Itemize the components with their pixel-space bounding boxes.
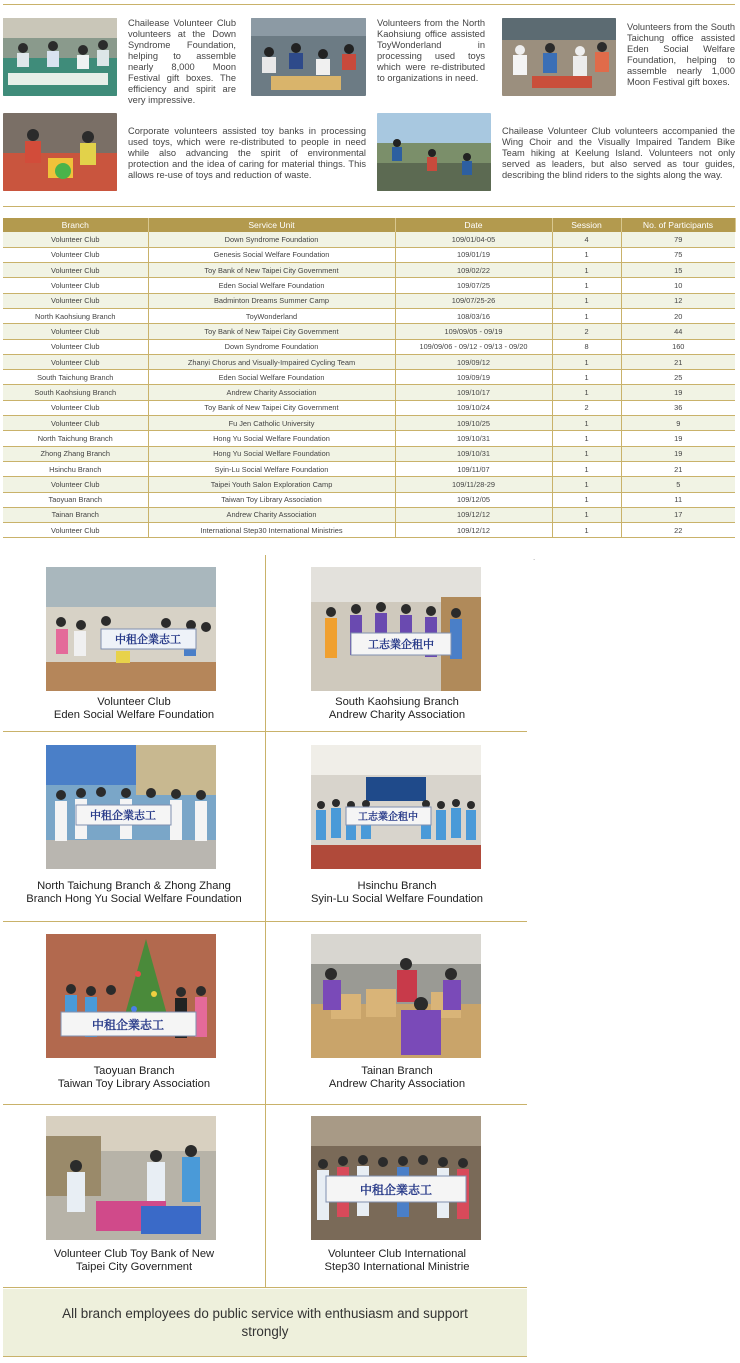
cell-participants: 19: [621, 385, 735, 400]
cell-date: 109/10/17: [395, 385, 552, 400]
participation-table: [3, 218, 736, 538]
gallery-cell: [3, 732, 265, 921]
intro-photo-1: [3, 18, 117, 96]
cell-date: 109/10/31: [395, 446, 552, 461]
cell-branch: Volunteer Club: [3, 339, 148, 354]
cell-service-unit: Hong Yu Social Welfare Foundation: [148, 446, 395, 461]
cell-participants: 21: [621, 461, 735, 476]
cell-participants: 21: [621, 354, 735, 369]
cell-date: 109/02/22: [395, 263, 552, 278]
table-row: [3, 400, 735, 415]
intro-photo-5: [377, 113, 491, 191]
gallery-cell: [266, 922, 528, 1104]
cell-branch: Tainan Branch: [3, 507, 148, 522]
caption-line-2: Taiwan Toy Library Association: [57, 1078, 211, 1090]
gallery-cell: [266, 732, 528, 921]
table-row: [3, 324, 735, 339]
cell-service-unit: Andrew Charity Association: [148, 385, 395, 400]
group-photo-icon: [46, 1116, 216, 1240]
cell-service-unit: Syin-Lu Social Welfare Foundation: [148, 461, 395, 476]
volunteers-photo-icon: [502, 18, 616, 96]
cell-participants: 19: [621, 446, 735, 461]
gallery-cell: [3, 1105, 265, 1287]
gallery-row: [3, 922, 527, 1105]
gallery-caption-4: [266, 880, 528, 906]
cell-participants: 20: [621, 308, 735, 323]
cell-branch: Volunteer Club: [3, 232, 148, 247]
table-row: [3, 385, 735, 400]
header-participants: No. of Participants: [621, 218, 735, 232]
cell-session: 1: [552, 278, 621, 293]
group-photo-icon: [311, 745, 481, 869]
cell-session: 1: [552, 477, 621, 492]
gallery-cell: [266, 1105, 528, 1287]
cell-session: 1: [552, 293, 621, 308]
table-row: [3, 232, 735, 247]
cell-service-unit: Eden Social Welfare Foundation: [148, 370, 395, 385]
cell-session: 1: [552, 354, 621, 369]
intro-text-2: Volunteers from the North Kaohsiung office assisted ToyWonderland in processing used toys which were re-distributed to organizations in need.: [377, 18, 485, 83]
cell-service-unit: Zhanyi Chorus and Visually-Impaired Cycling Team: [148, 354, 395, 369]
caption-line-2: Taipei City Government: [75, 1261, 193, 1273]
cell-participants: 79: [621, 232, 735, 247]
table-row: [3, 354, 735, 369]
cell-participants: 12: [621, 293, 735, 308]
cell-date: 109/09/06 - 09/12 - 09/13 - 09/20: [395, 339, 552, 354]
cell-service-unit: Down Syndrome Foundation: [148, 232, 395, 247]
gallery-photo-4: [311, 745, 481, 869]
cell-service-unit: ToyWonderland: [148, 308, 395, 323]
cell-branch: Volunteer Club: [3, 324, 148, 339]
cell-session: 4: [552, 232, 621, 247]
cell-date: 109/10/31: [395, 431, 552, 446]
volunteers-photo-icon: [3, 113, 117, 191]
cell-branch: Volunteer Club: [3, 477, 148, 492]
caption-line-1: Hsinchu Branch: [357, 880, 437, 892]
table-row: [3, 247, 735, 262]
cell-participants: 44: [621, 324, 735, 339]
table-row: [3, 339, 735, 354]
caption-line-2: Step30 International Ministrie: [324, 1261, 470, 1273]
cell-session: 1: [552, 446, 621, 461]
cell-session: 8: [552, 339, 621, 354]
intro-photo-2: [251, 18, 366, 96]
cell-service-unit: Hong Yu Social Welfare Foundation: [148, 431, 395, 446]
gallery-photo-5: [46, 934, 216, 1058]
cell-date: 109/01/04-05: [395, 232, 552, 247]
cell-date: 109/10/25: [395, 416, 552, 431]
table-row: [3, 431, 735, 446]
cell-session: 1: [552, 263, 621, 278]
caption-line-1: South Kaohsiung Branch: [335, 696, 459, 708]
caption-line-1: North Taichung Branch & Zhong Zhang: [37, 880, 231, 892]
table-row: [3, 263, 735, 278]
cell-branch: Volunteer Club: [3, 354, 148, 369]
cell-session: 1: [552, 370, 621, 385]
cell-session: 1: [552, 247, 621, 262]
cell-session: 1: [552, 461, 621, 476]
banner-text: 中租企業志工: [359, 1183, 433, 1197]
cell-session: 1: [552, 507, 621, 522]
cell-branch: Volunteer Club: [3, 247, 148, 262]
banner-text: 中租企業志工: [90, 810, 156, 822]
group-photo-icon: [46, 934, 216, 1058]
top-divider: [3, 4, 735, 5]
cell-date: 108/03/16: [395, 308, 552, 323]
caption-line-2: Andrew Charity Association: [328, 1078, 466, 1090]
cell-branch: South Kaohsiung Branch: [3, 385, 148, 400]
gallery-caption-8: [266, 1248, 528, 1274]
cell-participants: 36: [621, 400, 735, 415]
footer-text: All branch employees do public service with enthusiasm and support strongly: [62, 1305, 468, 1339]
cell-session: 1: [552, 385, 621, 400]
cell-branch: Volunteer Club: [3, 263, 148, 278]
cell-date: 109/11/07: [395, 461, 552, 476]
group-photo-icon: [311, 934, 481, 1058]
cell-date: 109/07/25-26: [395, 293, 552, 308]
caption-line-1: Volunteer Club: [97, 696, 171, 708]
gallery-photo-1: [46, 567, 216, 691]
cell-participants: 19: [621, 431, 735, 446]
header-service-unit: Service Unit: [148, 218, 395, 232]
cell-date: 109/12/12: [395, 507, 552, 522]
cell-service-unit: Toy Bank of New Taipei City Government: [148, 400, 395, 415]
caption-line-1: Tainan Branch: [361, 1065, 433, 1077]
cell-branch: Volunteer Club: [3, 278, 148, 293]
cell-service-unit: Taiwan Toy Library Association: [148, 492, 395, 507]
cell-session: 1: [552, 523, 621, 538]
cell-session: 1: [552, 431, 621, 446]
table-row: [3, 293, 735, 308]
cell-session: 2: [552, 400, 621, 415]
cell-service-unit: International Step30 International Ministries: [148, 523, 395, 538]
table-row: [3, 477, 735, 492]
cell-participants: 10: [621, 278, 735, 293]
caption-line-1: Volunteer Club International: [327, 1248, 467, 1260]
gallery-caption-6: [266, 1065, 528, 1091]
cell-branch: Volunteer Club: [3, 400, 148, 415]
cell-service-unit: Toy Bank of New Taipei City Government: [148, 263, 395, 278]
gallery-photo-7: [46, 1116, 216, 1240]
cell-date: 109/09/19: [395, 370, 552, 385]
gallery-photo-3: [46, 745, 216, 869]
group-photo-icon: [311, 567, 481, 691]
cell-date: 109/10/24: [395, 400, 552, 415]
cell-service-unit: Toy Bank of New Taipei City Government: [148, 324, 395, 339]
cell-session: 1: [552, 308, 621, 323]
intro-text-5: Chailease Volunteer Club volunteers accompanied the Wing Choir and the Visually Impaired Tandem Bike Team hiking at Keelung Island. Volunteers not only served as leaders, but also served as tour guides, describing the blind riders to the sights along the way.: [502, 126, 735, 180]
cell-date: 109/12/05: [395, 492, 552, 507]
cell-branch: North Taichung Branch: [3, 431, 148, 446]
gallery-photo-6: [311, 934, 481, 1058]
cell-participants: 9: [621, 416, 735, 431]
intro-text-3: Volunteers from the South Taichung office assisted Eden Social Welfare Foundation, helping to assemble nearly 1,000 Moon Festival gift boxes.: [627, 22, 735, 87]
caption-line-2: Branch Hong Yu Social Welfare Foundation: [26, 893, 242, 905]
gallery-row: [3, 1105, 527, 1288]
gallery-caption-5: [3, 1065, 265, 1091]
gallery-row: [3, 555, 527, 732]
table-row: [3, 523, 735, 538]
gallery-caption-1: [3, 696, 265, 722]
cell-session: 1: [552, 416, 621, 431]
gallery-photo-2: [311, 567, 481, 691]
cell-date: 109/09/12: [395, 354, 552, 369]
group-photo-icon: [46, 567, 216, 691]
table-row: [3, 507, 735, 522]
cell-participants: 17: [621, 507, 735, 522]
banner-text: 中租企業志工: [115, 634, 181, 646]
banner-text: 工志業企租中: [368, 639, 434, 651]
cell-service-unit: Eden Social Welfare Foundation: [148, 278, 395, 293]
cell-branch: Volunteer Club: [3, 293, 148, 308]
cell-service-unit: Taipei Youth Salon Exploration Camp: [148, 477, 395, 492]
banner-text: 中租企業志工: [91, 1018, 165, 1032]
cell-branch: Zhong Zhang Branch: [3, 446, 148, 461]
table-row: [3, 370, 735, 385]
volunteers-photo-icon: [377, 113, 491, 191]
gallery-photo-8: [311, 1116, 481, 1240]
intro-text-1: Chailease Volunteer Club volunteers at the Down Syndrome Foundation, helping to assemble nearly 8,000 Moon Festival gift boxes. The efficiency and spirit are very impressive.: [128, 18, 236, 105]
cell-branch: Hsinchu Branch: [3, 461, 148, 476]
cell-date: 109/09/05 - 09/19: [395, 324, 552, 339]
gallery-cell: [3, 922, 265, 1104]
table-row: [3, 308, 735, 323]
cell-branch: North Kaohsiung Branch: [3, 308, 148, 323]
table-header-row: [3, 218, 735, 232]
cell-participants: 25: [621, 370, 735, 385]
table-row: [3, 446, 735, 461]
caption-line-2: Andrew Charity Association: [328, 709, 466, 721]
cell-service-unit: Genesis Social Welfare Foundation: [148, 247, 395, 262]
caption-line-2: Eden Social Welfare Foundation: [53, 709, 215, 721]
intro-divider: [3, 206, 735, 207]
header-session: Session: [552, 218, 621, 232]
cell-service-unit: Down Syndrome Foundation: [148, 339, 395, 354]
cell-participants: 15: [621, 263, 735, 278]
gallery-caption-7: [3, 1248, 265, 1274]
table-row: [3, 492, 735, 507]
group-photo-icon: [46, 745, 216, 869]
group-photo-icon: [311, 1116, 481, 1240]
cell-session: 2: [552, 324, 621, 339]
cell-service-unit: Fu Jen Catholic University: [148, 416, 395, 431]
table-row: [3, 461, 735, 476]
stray-mark: .: [533, 553, 536, 562]
gallery-row: [3, 732, 527, 922]
cell-branch: Volunteer Club: [3, 416, 148, 431]
cell-branch: Volunteer Club: [3, 523, 148, 538]
volunteers-photo-icon: [3, 18, 117, 96]
cell-date: 109/11/28-29: [395, 477, 552, 492]
intro-photo-3: [502, 18, 616, 96]
cell-participants: 22: [621, 523, 735, 538]
cell-branch: Taoyuan Branch: [3, 492, 148, 507]
cell-participants: 11: [621, 492, 735, 507]
cell-date: 109/01/19: [395, 247, 552, 262]
gallery-cell: [266, 555, 528, 731]
cell-participants: 160: [621, 339, 735, 354]
volunteers-photo-icon: [251, 18, 366, 96]
gallery-caption-2: [266, 696, 528, 722]
banner-text: 工志業企租中: [358, 812, 418, 823]
caption-line-1: Volunteer Club Toy Bank of New: [53, 1248, 215, 1260]
cell-service-unit: Badminton Dreams Summer Camp: [148, 293, 395, 308]
gallery-caption-3: [3, 880, 265, 906]
cell-session: 1: [552, 492, 621, 507]
cell-date: 109/12/12: [395, 523, 552, 538]
cell-branch: South Taichung Branch: [3, 370, 148, 385]
cell-participants: 75: [621, 247, 735, 262]
footer-banner: [3, 1289, 527, 1357]
gallery-cell: [3, 555, 265, 731]
table-row: [3, 416, 735, 431]
caption-line-2: Syin-Lu Social Welfare Foundation: [310, 893, 484, 905]
cell-service-unit: Andrew Charity Association: [148, 507, 395, 522]
cell-participants: 5: [621, 477, 735, 492]
cell-date: 109/07/25: [395, 278, 552, 293]
header-branch: Branch: [3, 218, 148, 232]
table-row: [3, 278, 735, 293]
caption-line-1: Taoyuan Branch: [93, 1065, 175, 1077]
intro-photo-4: [3, 113, 117, 191]
intro-text-4: Corporate volunteers assisted toy banks in processing used toys, which were re-distributed to people in need while also advancing the spirit of environmental protection and the idea of caring for material things. This allows re-use of toys and reduction of waste.: [128, 126, 366, 180]
header-date: Date: [395, 218, 552, 232]
